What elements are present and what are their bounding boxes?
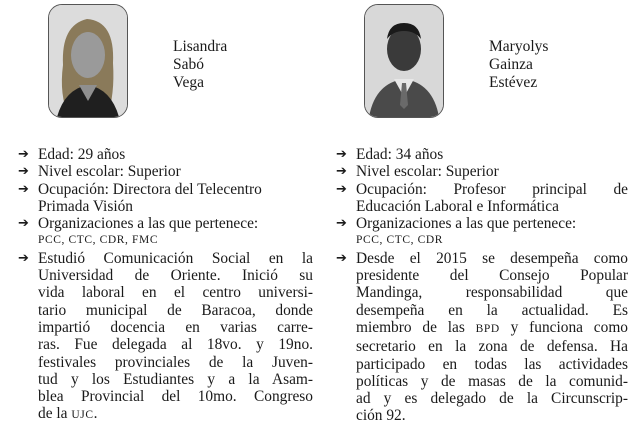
arrow-right-icon: ➔ <box>18 147 29 162</box>
arrow-right-icon: ➔ <box>336 216 347 232</box>
fact-occupation: ➔ Ocupación: Directora del Telecentro Primada Visión <box>18 180 262 215</box>
name-line: Vega <box>173 74 204 91</box>
arrow-right-icon: ➔ <box>336 181 347 197</box>
fact-biography: ➔ Estudió Comunicación Social en la Universidad de Oriente. Inició su vida laboral en el centro universi- tario municipal de Baracoa, donde impartió docencia en varias carre- ras. Fue delegada al 18vo. y 19no. festivales provinciales de la Juven- tud y los Estudiantes y a la Asam- blea Provincial del 10mo. Congreso de la UJC. <box>18 249 313 423</box>
fact-organizations: ➔ Organizaciones a las que pertenece: PCC, CTC, CDR <box>336 215 577 247</box>
portrait-photo-maryolys <box>364 4 444 118</box>
candidate-name <box>489 38 548 92</box>
fact-age: ➔ Edad: 34 años <box>336 146 444 163</box>
facts-list <box>336 146 628 425</box>
arrow-right-icon: ➔ <box>18 181 29 197</box>
portrait-photo-lisandra <box>48 4 128 118</box>
name-line: Gainza <box>489 56 533 73</box>
arrow-right-icon: ➔ <box>18 216 29 232</box>
fact-biography: ➔ Desde el 2015 se desempeña como presidente del Consejo Popular Mandinga, responsabilidad que desempeña en la actualidad. Es miembro de las BPD y funciona como secretario en la zona de defensa. Ha participado en todas las actividades políticas y de masas de la comunid- ad y es delegado de la Circunscrip- ción 92. <box>336 249 628 425</box>
fact-age: ➔ Edad: 29 años <box>18 146 126 163</box>
fact-organizations: ➔ Organizaciones a las que pertenece: PCC, CTC, CDR, FMC <box>18 215 259 247</box>
arrow-right-icon: ➔ <box>18 250 29 266</box>
facts-list <box>18 146 313 425</box>
name-line: Estévez <box>489 74 538 91</box>
arrow-right-icon: ➔ <box>336 250 347 266</box>
fact-occupation: ➔ Ocupación: Profesor principal de Educación Laboral e Informática <box>336 180 628 215</box>
name-line: Lisandra <box>173 38 228 55</box>
candidate-name <box>173 38 227 92</box>
arrow-right-icon: ➔ <box>336 164 347 180</box>
name-line: Sabó <box>173 56 204 73</box>
fact-education: ➔ Nivel escolar: Superior <box>18 163 181 181</box>
fact-education: ➔ Nivel escolar: Superior <box>336 163 499 181</box>
arrow-right-icon: ➔ <box>336 147 347 162</box>
name-line: Maryolys <box>489 38 549 55</box>
arrow-right-icon: ➔ <box>18 164 29 180</box>
